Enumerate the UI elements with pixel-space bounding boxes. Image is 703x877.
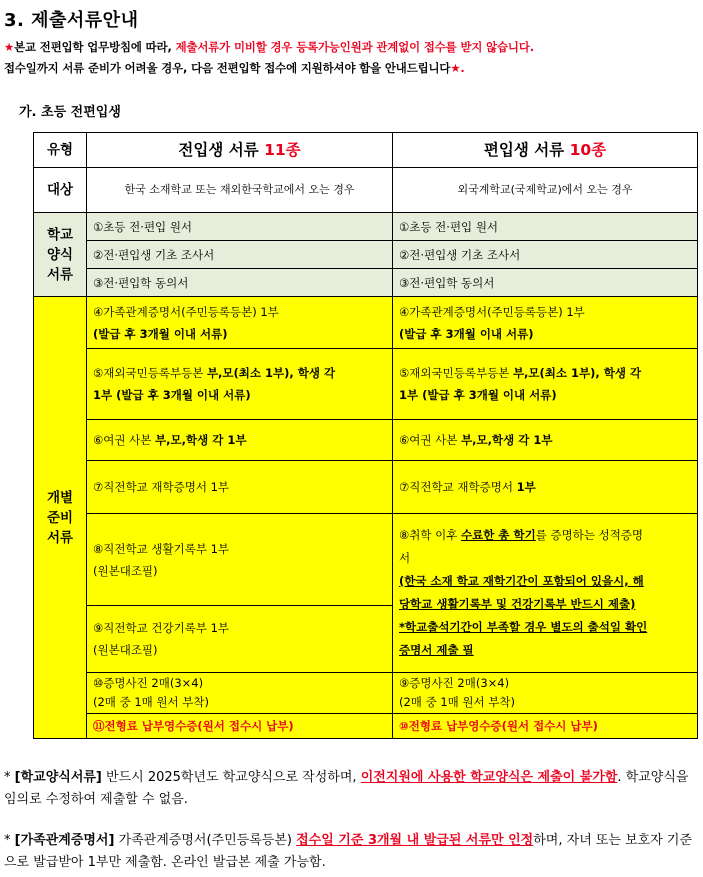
school-forms-label: 학교 양식 서류 <box>34 213 87 297</box>
table-row <box>34 514 698 606</box>
target-label: 대상 <box>34 168 87 213</box>
table-row <box>34 461 698 514</box>
form-item: ②전·편입생 기초 조사서 <box>393 241 698 269</box>
doc-item-fee: ⑪전형료 납부영수증(원서 접수시 납부) <box>87 714 393 739</box>
doc-item: ⑥여권 사본 부,모,학생 각 1부 <box>87 420 393 461</box>
star-icon: ★. <box>450 61 465 75</box>
table-row <box>34 673 698 714</box>
form-item: ①초등 전·편입 원서 <box>393 213 698 241</box>
footnote-school-forms: * [학교양식서류] 반드시 2025학년도 학교양식으로 작성하며, 이전지원에 사용한 학교양식은 제출이 불가함. 학교양식을 임의로 수정하여 제출할 수 없음. <box>4 770 689 807</box>
target-col2: 외국계학교(국제학교)에서 오는 경우 <box>393 168 698 213</box>
doc-item: ④가족관계증명서(주민등록등본) 1부 (발급 후 3개월 이내 서류) <box>87 297 393 349</box>
footnote-family-cert: * [가족관계증명서] 가족관계증명서(주민등록등본) 접수일 기준 3개월 내 발급된 서류만 인정하며, 자녀 또는 보호자 기준으로 발급받아 1부만 제출함. 온라인 발급본 제출 가능함. <box>4 833 693 870</box>
target-row <box>34 168 698 213</box>
subsection-title: 가. 초등 전편입생 <box>19 105 121 120</box>
doc-item: ⑨직전학교 건강기록부 1부 (원본대조필) <box>87 606 393 673</box>
doc-item: ⑦직전학교 재학증명서 1부 <box>87 461 393 514</box>
doc-item: ⑨증명사진 2매(3×4) (2매 중 1매 원서 부착) <box>393 673 698 714</box>
admission-count: 10종 <box>569 141 607 159</box>
form-item: ①초등 전·편입 원서 <box>87 213 393 241</box>
doc-item-fee: ⑩전형료 납부영수증(원서 접수시 납부) <box>393 714 698 739</box>
table-row <box>34 714 698 739</box>
notice-line-1 <box>4 39 534 55</box>
documents-table <box>33 132 698 739</box>
table-header-row <box>34 133 698 168</box>
table-row <box>34 349 698 420</box>
notice-text-2: 접수일까지 서류 준비가 어려울 경우, 다음 전편입학 접수에 지원하셔야 함을 안내드립니다 <box>4 61 451 75</box>
table-row <box>34 297 698 349</box>
form-item: ②전·편입생 기초 조사서 <box>87 241 393 269</box>
doc-item: ⑤재외국민등록부등본 부,모(최소 1부), 학생 각 1부 (발급 후 3개월 이내 서류) <box>393 349 698 420</box>
section-title: 3. 제출서류안내 <box>4 10 139 31</box>
notice-text: 본교 전편입학 업무방침에 따라, <box>14 40 176 54</box>
doc-item: ⑩증명사진 2매(3×4) (2매 중 1매 원서 부착) <box>87 673 393 714</box>
doc-item: ④가족관계증명서(주민등록등본) 1부 (발급 후 3개월 이내 서류) <box>393 297 698 349</box>
type-label: 유형 <box>34 133 87 168</box>
table-row <box>34 241 698 269</box>
form-item: ③전·편입학 동의서 <box>393 269 698 297</box>
target-col1: 한국 소재학교 또는 재외한국학교에서 오는 경우 <box>87 168 393 213</box>
table-row <box>34 213 698 241</box>
form-item: ③전·편입학 동의서 <box>87 269 393 297</box>
transfer-in-count: 11종 <box>264 141 301 159</box>
doc-item: ⑤재외국민등록부등본 부,모(최소 1부), 학생 각 1부 (발급 후 3개월 이내 서류) <box>87 349 393 420</box>
notice-line-2 <box>4 60 465 76</box>
table-row <box>34 269 698 297</box>
doc-item-transcript: ⑧취학 이후 수료한 총 학기를 증명하는 성적증명 서 (한국 소재 학교 재학기간이 포함되어 있을시, 해 당학교 생활기록부 및 건강기록부 반드시 제출) *학교출석기간이 부족할 경우 별도의 출석일 확인 증명서 제출 필 <box>393 514 698 673</box>
admission-header: 편입생 서류 10종 <box>393 133 698 168</box>
doc-item: ⑥여권 사본 부,모,학생 각 1부 <box>393 420 698 461</box>
notice-warning: 제출서류가 미비할 경우 등록가능인원과 관계없이 접수를 받지 않습니다. <box>175 40 534 54</box>
individual-docs-label: 개별 준비 서류 <box>34 297 87 739</box>
table-row <box>34 420 698 461</box>
doc-item: ⑧직전학교 생활기록부 1부 (원본대조필) <box>87 514 393 606</box>
doc-item: ⑦직전학교 재학증명서 1부 <box>393 461 698 514</box>
star-icon: ★ <box>4 40 15 54</box>
transfer-in-header: 전입생 서류 11종 <box>87 133 393 168</box>
